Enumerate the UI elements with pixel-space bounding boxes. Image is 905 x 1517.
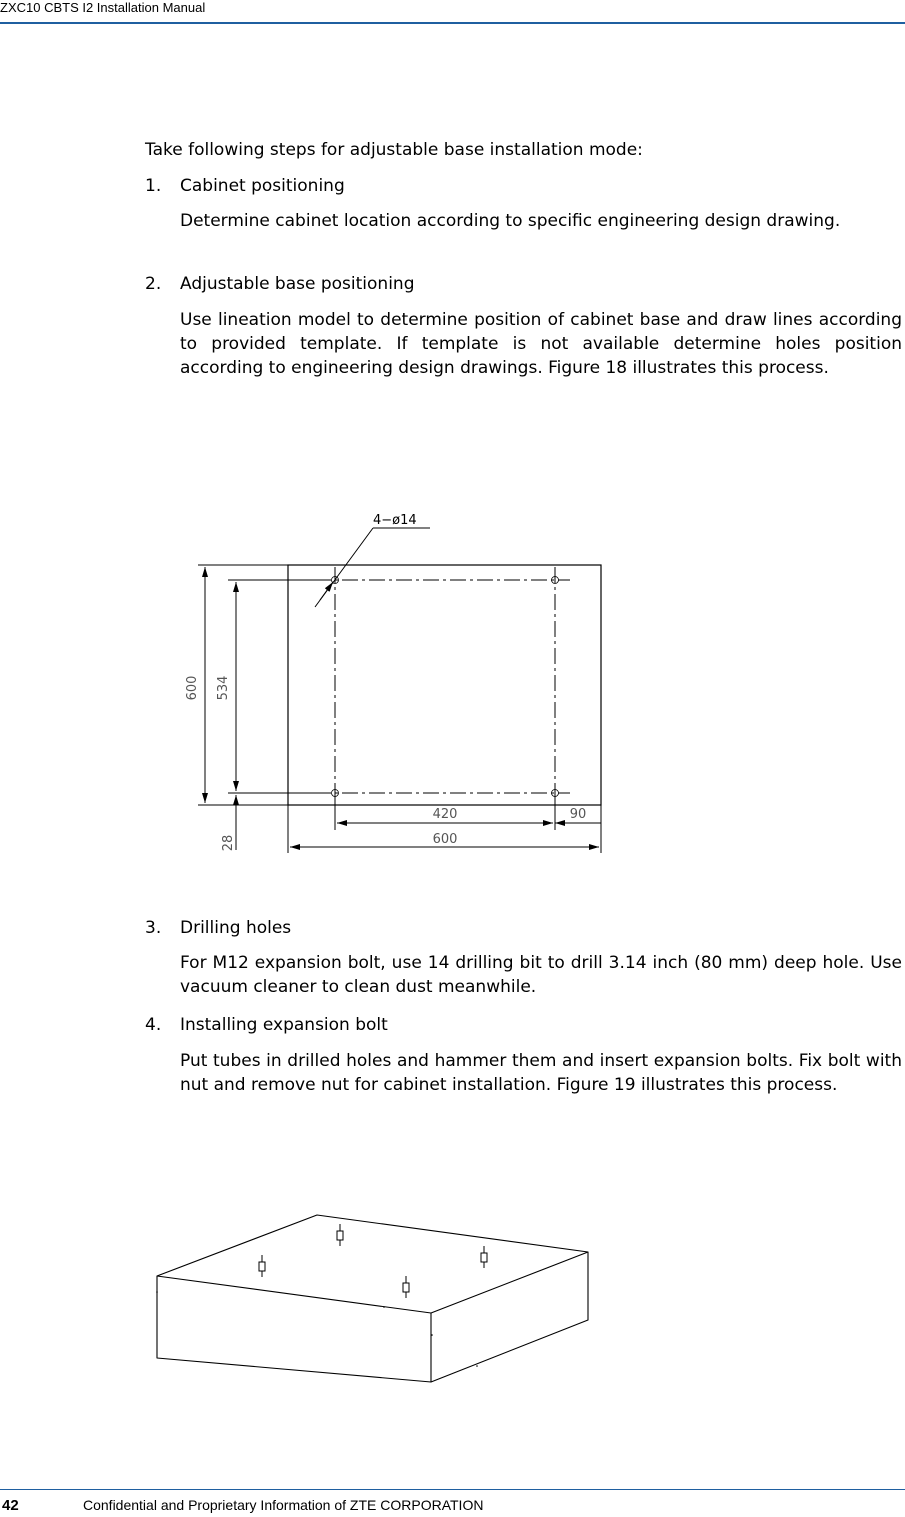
step-4-body: Put tubes in drilled holes and hammer them and insert expansion bolts. Fix bolt with nut and remove nut for cabinet installation. Figure 19 illustrates this process. [180,1051,902,1095]
step-4-title: Installing expansion bolt [180,1015,388,1035]
footer-confidentiality-text: Confidential and Proprietary Information of ZTE CORPORATION [83,1497,484,1513]
step-2-body: Use lineation model to determine position of cabinet base and draw lines according to provided template. If template is not available determine holes position according to engineering design drawings. Figure 18 illustrates this process. [180,310,902,378]
bolt-1 [337,1224,343,1246]
dim-label-420: 420 [432,807,458,822]
step-4-number: 4. [145,1015,162,1035]
step-2-title: Adjustable base positioning [180,274,415,294]
bolt-3 [259,1255,265,1277]
dim-label-90: 90 [569,807,587,822]
dim-label-28: 28 [221,834,236,852]
step-1-body: Determine cabinet location according to specific engineering design drawing. [180,211,841,231]
dim-label-600-horizontal: 600 [432,832,458,847]
dim-label-534-vertical: 534 [216,675,231,701]
bolt-4 [403,1276,409,1298]
step-3-title: Drilling holes [180,918,292,938]
page-header [0,0,905,24]
step-1-title: Cabinet positioning [180,176,345,196]
hole-centerlines [315,567,570,805]
expansion-bolts [259,1224,487,1298]
bolt-2 [481,1246,487,1268]
hole-markers [332,577,559,797]
base-block [157,1215,588,1382]
figure-18-template-drawing [170,505,615,855]
page-number: 42 [2,1497,19,1514]
intro-text: Take following steps for adjustable base installation mode: [145,140,643,160]
page-footer [0,1489,905,1517]
figure-19-base-with-bolts [150,1208,595,1388]
step-2-number: 2. [145,274,162,294]
manual-title: ZXC10 CBTS I2 Installation Manual [0,0,206,15]
step-1-number: 1. [145,176,162,196]
step-3-number: 3. [145,918,162,938]
hole-callout-label: 4−ø14 [373,513,417,528]
dim-label-600-vertical: 600 [185,675,200,701]
step-3-body: For M12 expansion bolt, use 14 drilling bit to drill 3.14 inch (80 mm) deep hole. Use vacuum cleaner to clean dust meanwhile. [180,953,902,997]
